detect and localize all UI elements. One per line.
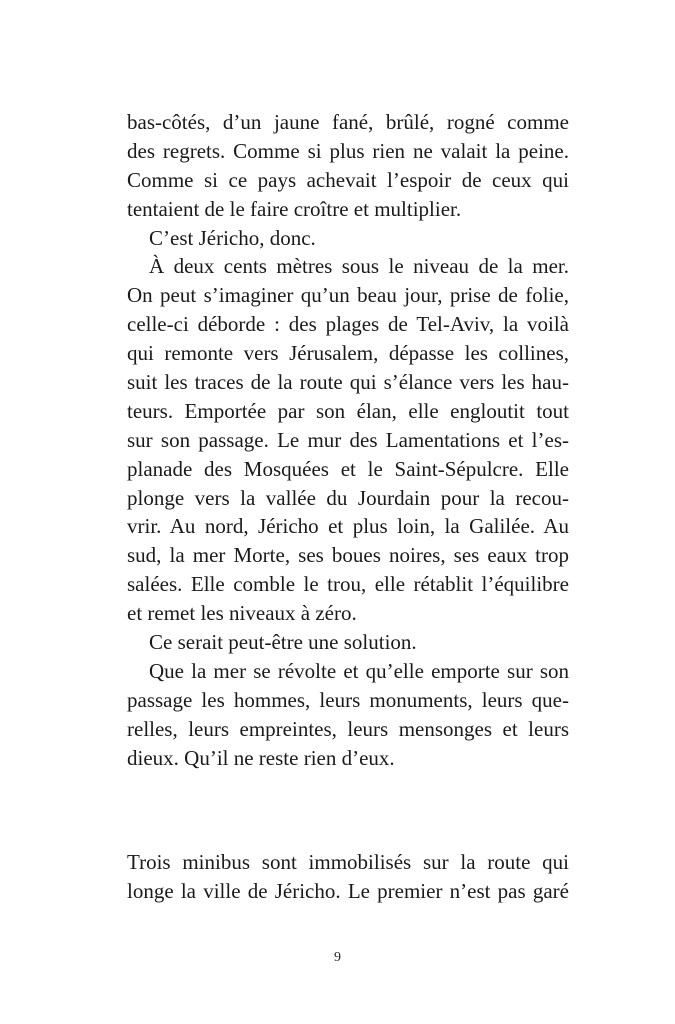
paragraph-block-new-section [127,848,569,906]
text-line: planade des Mosquées et le Saint-Sépulcre. Elle [127,456,569,481]
text-line: C’est Jéricho, donc. [149,225,316,250]
text-line: des regrets. Comme si plus rien ne valait la peine. [127,138,569,163]
text-line: On peut s’imaginer qu’un beau jour, prise de folie, [127,283,569,308]
text-line: Ce serait peut-être une solution. [149,630,417,655]
text-line: longe la ville de Jéricho. Le premier n’est pas garé [127,878,569,903]
text-line: et remet les niveaux à zéro. [127,601,357,626]
text-line: dieux. Qu’il ne reste rien d’eux. [127,745,395,770]
text-line: qui remonte vers Jérusalem, dépasse les collines, [127,341,569,366]
text-line: relles, leurs empreintes, leurs mensonges et leurs [127,716,569,741]
page-number: 9 [334,950,341,965]
paragraph-block-main [127,108,569,772]
text-line: Trois minibus sont immobilisés sur la route qui [127,850,569,874]
text-line: plonge vers la vallée du Jourdain pour la recou- [127,485,569,510]
text-line: tentaient de le faire croître et multiplier. [127,196,462,221]
text-line: Comme si ce pays achevait l’espoir de ceux qui [127,167,569,192]
text-line: suit les traces de la route qui s’élance vers les hau- [127,370,569,395]
text-line: Que la mer se révolte et qu’elle emporte sur son [149,658,569,683]
text-line: sud, la mer Morte, ses boues noires, ses eaux trop [127,543,569,568]
text-line: sur son passage. Le mur des Lamentations et l’es- [127,427,569,452]
text-line: salées. Elle comble le trou, elle rétablit l’équilibre [127,572,569,597]
text-line: bas-côtés, d’un jaune fané, brûlé, rogné comme [127,110,569,134]
text-line: teurs. Emportée par son élan, elle engloutit tout [127,398,569,423]
text-line: À deux cents mètres sous le niveau de la mer. [149,254,569,279]
text-line: vrir. Au nord, Jéricho et plus loin, la Galilée. Au [127,514,569,539]
text-line: passage les hommes, leurs monuments, leurs que- [127,687,569,712]
text-line: celle-ci déborde : des plages de Tel-Aviv, la voilà [127,312,569,337]
